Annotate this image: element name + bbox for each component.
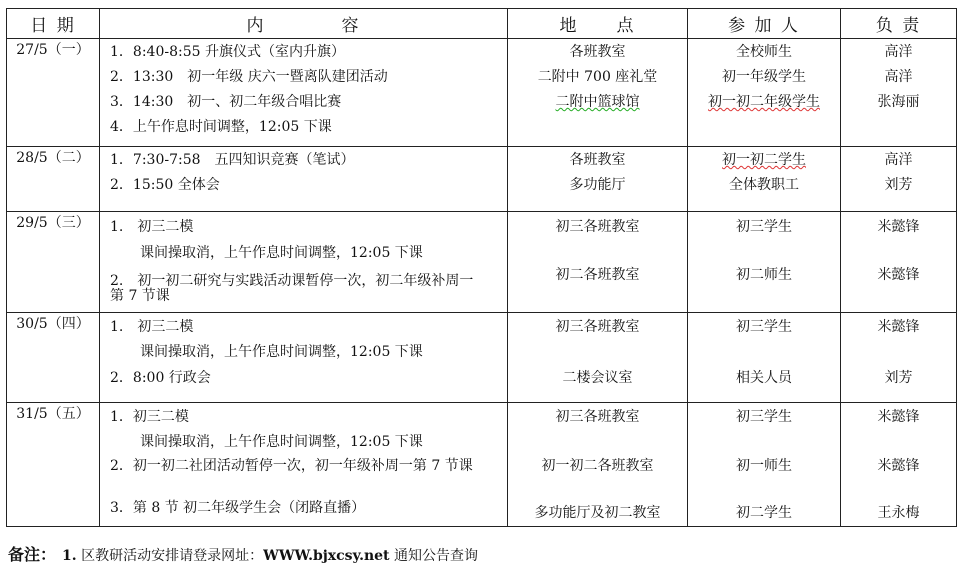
footnote	[8, 542, 478, 565]
responsible-line: 王永梅	[877, 505, 920, 521]
note-label: 备注：	[8, 545, 57, 564]
responsible-cell	[841, 403, 957, 527]
content-cell	[100, 39, 508, 147]
day-row-tue	[7, 147, 957, 212]
responsible-line: 刘芳	[884, 177, 913, 193]
participants-line: 初三学生	[736, 409, 792, 425]
participants-line: 初三学生	[736, 219, 792, 235]
day-row-wed	[7, 212, 957, 313]
content-line: 2．13:30 初一年级 庆六一暨离队建团活动	[110, 69, 388, 85]
responsible-line: 高洋	[884, 44, 913, 60]
place-line: 初二各班教室	[555, 267, 640, 283]
participants-line	[688, 93, 840, 111]
content-line: 2. 初一初二研究与实践活动课暂停一次，初二年级补周一第 7 节课	[110, 273, 474, 304]
date-cell: 27/5（一）	[7, 39, 100, 147]
place-cell	[508, 39, 688, 147]
content-line: 3．14:30 初一、初二年级合唱比赛	[110, 94, 342, 110]
place-line: 各班教室	[569, 44, 626, 60]
responsible-line: 高洋	[884, 152, 913, 168]
participants-line: 相关人员	[736, 370, 792, 386]
content-line: 3．第 8 节 初二年级学生会（闭路直播）	[110, 500, 366, 516]
header-content: 内 容	[100, 9, 508, 39]
header-date: 日 期	[7, 9, 100, 39]
note-url: WWW.bjxcsy.net	[263, 548, 390, 564]
place-line: 多功能厅及初二教室	[534, 505, 661, 521]
responsible-line: 高洋	[884, 69, 913, 85]
participants-line: 初二学生	[736, 505, 792, 521]
content-line: 1．7:30-7:58 五四知识竞赛（笔试）	[110, 152, 355, 168]
content-line: 课间操取消，上午作息时间调整，12:05 下课	[140, 434, 423, 450]
participants-line: 全体教职工	[729, 177, 799, 193]
day-row-thu	[7, 313, 957, 403]
note-text: 区教研活动安排请登录网址：	[81, 548, 264, 564]
participants-cell	[688, 313, 841, 403]
participants-line: 初一年级学生	[722, 69, 806, 85]
responsible-line: 张海丽	[877, 94, 920, 110]
content-line: 2．初一初二社团活动暂停一次，初一年级补周一第 7 节课	[110, 458, 473, 474]
content-line: 2．8:00 行政会	[110, 370, 211, 386]
participants-line: 初三学生	[736, 319, 792, 335]
responsible-cell	[841, 147, 957, 212]
content-line: 1. 初三二模	[110, 219, 194, 235]
place-line: 初三各班教室	[555, 319, 640, 335]
content-cell	[100, 313, 508, 403]
place-cell	[508, 147, 688, 212]
participants-text: 初一初二学生	[722, 152, 806, 168]
place-line: 多功能厅	[569, 177, 626, 193]
header-place: 地 点	[508, 9, 688, 39]
header-participants: 参 加 人	[688, 9, 841, 39]
participants-cell	[688, 212, 841, 313]
participants-cell	[688, 147, 841, 212]
weekly-schedule-table	[6, 8, 957, 527]
content-cell	[100, 212, 508, 313]
place-line: 初三各班教室	[555, 409, 640, 425]
participants-cell	[688, 39, 841, 147]
participants-line: 初二师生	[736, 267, 792, 283]
place-cell	[508, 313, 688, 403]
place-line: 各班教室	[569, 152, 626, 168]
place-line: 二附中 700 座礼堂	[537, 69, 658, 85]
place-text: 二附中篮球馆	[555, 94, 640, 110]
header-row	[7, 9, 957, 39]
place-cell	[508, 212, 688, 313]
date-cell: 28/5（二）	[7, 147, 100, 212]
participants-text: 初一初二年级学生	[708, 94, 820, 110]
responsible-line: 米懿锋	[877, 267, 920, 283]
date-cell: 31/5（五）	[7, 403, 100, 527]
content-line: 课间操取消，上午作息时间调整，12:05 下课	[140, 245, 423, 261]
note-text-after: 通知公告查询	[389, 548, 478, 564]
place-line	[508, 93, 687, 111]
participants-cell	[688, 403, 841, 527]
content-cell	[100, 147, 508, 212]
responsible-line: 米懿锋	[877, 458, 920, 474]
header-responsible: 负 责	[841, 9, 957, 39]
place-cell	[508, 403, 688, 527]
content-line: 1．8:40-8:55 升旗仪式（室内升旗）	[110, 44, 345, 60]
date-cell: 29/5（三）	[7, 212, 100, 313]
day-row-fri	[7, 403, 957, 527]
content-line: 课间操取消，上午作息时间调整，12:05 下课	[140, 344, 423, 360]
place-line: 二楼会议室	[562, 370, 633, 386]
place-line: 初三各班教室	[555, 219, 640, 235]
place-line: 初一初二各班教室	[541, 458, 654, 474]
responsible-line: 米懿锋	[877, 319, 920, 335]
content-line: 1．初三二模	[110, 409, 189, 425]
responsible-line: 米懿锋	[877, 219, 920, 235]
responsible-cell	[841, 212, 957, 313]
content-line: 4．上午作息时间调整，12:05 下课	[110, 119, 332, 135]
day-row-mon	[7, 39, 957, 147]
participants-line	[688, 151, 840, 169]
content-cell	[100, 403, 508, 527]
participants-line: 全校师生	[736, 44, 792, 60]
content-line: 1. 初三二模	[110, 319, 194, 335]
responsible-line: 刘芳	[884, 370, 913, 386]
responsible-line: 米懿锋	[877, 409, 920, 425]
participants-line: 初一师生	[736, 458, 792, 474]
date-cell: 30/5（四）	[7, 313, 100, 403]
content-line: 2．15:50 全体会	[110, 177, 220, 193]
note-number: 1.	[62, 548, 77, 564]
responsible-cell	[841, 39, 957, 147]
responsible-cell	[841, 313, 957, 403]
